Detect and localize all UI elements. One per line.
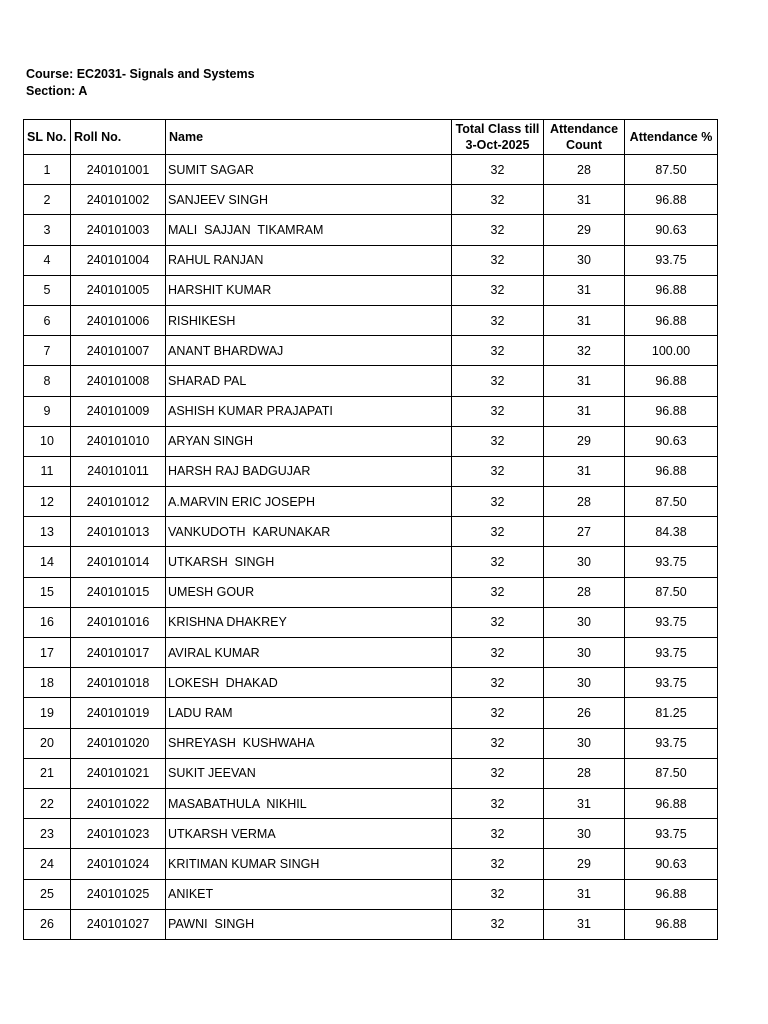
header-attendance-count-line2: Count [565, 138, 603, 152]
cell-roll-no: 240101005 [71, 275, 166, 305]
cell-attendance-count: 27 [544, 517, 625, 547]
cell-total-class: 32 [452, 879, 544, 909]
cell-name: KRISHNA DHAKREY [166, 607, 452, 637]
cell-sl-no: 22 [24, 788, 71, 818]
cell-total-class: 32 [452, 607, 544, 637]
cell-roll-no: 240101008 [71, 366, 166, 396]
cell-attendance-pct: 84.38 [625, 517, 718, 547]
table-row [24, 366, 718, 396]
cell-total-class: 32 [452, 909, 544, 939]
table-row [24, 547, 718, 577]
table-row [24, 638, 718, 668]
table-row [24, 728, 718, 758]
cell-sl-no: 2 [24, 185, 71, 215]
cell-roll-no: 240101025 [71, 879, 166, 909]
cell-sl-no: 5 [24, 275, 71, 305]
table-row [24, 698, 718, 728]
cell-attendance-count: 28 [544, 155, 625, 185]
cell-attendance-pct: 93.75 [625, 638, 718, 668]
cell-total-class: 32 [452, 788, 544, 818]
cell-name: RISHIKESH [166, 305, 452, 335]
cell-attendance-count: 28 [544, 758, 625, 788]
table-row [24, 275, 718, 305]
cell-sl-no: 25 [24, 879, 71, 909]
cell-attendance-pct: 100.00 [625, 336, 718, 366]
cell-roll-no: 240101019 [71, 698, 166, 728]
cell-attendance-pct: 81.25 [625, 698, 718, 728]
cell-total-class: 32 [452, 728, 544, 758]
cell-total-class: 32 [452, 426, 544, 456]
cell-name: A.MARVIN ERIC JOSEPH [166, 487, 452, 517]
attendance-table [23, 119, 718, 940]
cell-roll-no: 240101009 [71, 396, 166, 426]
cell-roll-no: 240101011 [71, 456, 166, 486]
cell-roll-no: 240101024 [71, 849, 166, 879]
cell-attendance-pct: 96.88 [625, 788, 718, 818]
cell-attendance-pct: 87.50 [625, 155, 718, 185]
header-name: Name [166, 120, 452, 155]
table-row [24, 517, 718, 547]
table-row [24, 487, 718, 517]
cell-sl-no: 16 [24, 607, 71, 637]
cell-attendance-pct: 96.88 [625, 275, 718, 305]
header-attendance-count [544, 120, 625, 155]
cell-name: ARYAN SINGH [166, 426, 452, 456]
cell-attendance-count: 31 [544, 909, 625, 939]
cell-sl-no: 20 [24, 728, 71, 758]
table-row [24, 155, 718, 185]
cell-attendance-count: 31 [544, 879, 625, 909]
cell-attendance-pct: 87.50 [625, 577, 718, 607]
cell-sl-no: 9 [24, 396, 71, 426]
cell-attendance-count: 31 [544, 396, 625, 426]
cell-roll-no: 240101021 [71, 758, 166, 788]
cell-attendance-count: 30 [544, 668, 625, 698]
cell-name: SHARAD PAL [166, 366, 452, 396]
cell-attendance-count: 31 [544, 788, 625, 818]
cell-sl-no: 21 [24, 758, 71, 788]
cell-name: PAWNI SINGH [166, 909, 452, 939]
table-row [24, 396, 718, 426]
cell-roll-no: 240101015 [71, 577, 166, 607]
header-total-class [452, 120, 544, 155]
cell-attendance-pct: 93.75 [625, 668, 718, 698]
cell-sl-no: 18 [24, 668, 71, 698]
table-row [24, 305, 718, 335]
cell-total-class: 32 [452, 638, 544, 668]
cell-attendance-count: 31 [544, 366, 625, 396]
cell-sl-no: 1 [24, 155, 71, 185]
table-row [24, 849, 718, 879]
cell-attendance-count: 26 [544, 698, 625, 728]
cell-total-class: 32 [452, 215, 544, 245]
cell-total-class: 32 [452, 185, 544, 215]
cell-sl-no: 26 [24, 909, 71, 939]
cell-attendance-pct: 87.50 [625, 487, 718, 517]
cell-attendance-pct: 96.88 [625, 879, 718, 909]
cell-roll-no: 240101027 [71, 909, 166, 939]
cell-roll-no: 240101006 [71, 305, 166, 335]
cell-attendance-pct: 96.88 [625, 366, 718, 396]
cell-name: ASHISH KUMAR PRAJAPATI [166, 396, 452, 426]
cell-attendance-pct: 87.50 [625, 758, 718, 788]
cell-total-class: 32 [452, 245, 544, 275]
cell-attendance-count: 29 [544, 215, 625, 245]
cell-name: LADU RAM [166, 698, 452, 728]
table-row [24, 577, 718, 607]
cell-total-class: 32 [452, 336, 544, 366]
cell-total-class: 32 [452, 305, 544, 335]
cell-roll-no: 240101003 [71, 215, 166, 245]
cell-attendance-pct: 93.75 [625, 245, 718, 275]
cell-attendance-count: 29 [544, 849, 625, 879]
table-body [24, 155, 718, 940]
cell-total-class: 32 [452, 275, 544, 305]
cell-sl-no: 11 [24, 456, 71, 486]
table-row [24, 909, 718, 939]
header-total-class-line2: 3-Oct-2025 [465, 138, 530, 152]
cell-total-class: 32 [452, 819, 544, 849]
cell-name: LOKESH DHAKAD [166, 668, 452, 698]
section-label: Section: A [26, 84, 88, 98]
cell-sl-no: 8 [24, 366, 71, 396]
cell-roll-no: 240101013 [71, 517, 166, 547]
table-row [24, 879, 718, 909]
cell-name: RAHUL RANJAN [166, 245, 452, 275]
table-row [24, 215, 718, 245]
cell-attendance-count: 28 [544, 487, 625, 517]
cell-name: KRITIMAN KUMAR SINGH [166, 849, 452, 879]
cell-sl-no: 14 [24, 547, 71, 577]
cell-sl-no: 7 [24, 336, 71, 366]
cell-attendance-count: 30 [544, 638, 625, 668]
document-header [26, 66, 255, 100]
cell-roll-no: 240101018 [71, 668, 166, 698]
cell-total-class: 32 [452, 698, 544, 728]
cell-roll-no: 240101007 [71, 336, 166, 366]
cell-attendance-count: 30 [544, 547, 625, 577]
cell-sl-no: 12 [24, 487, 71, 517]
cell-name: SUMIT SAGAR [166, 155, 452, 185]
cell-total-class: 32 [452, 155, 544, 185]
cell-attendance-count: 30 [544, 245, 625, 275]
cell-name: UTKARSH SINGH [166, 547, 452, 577]
cell-attendance-pct: 96.88 [625, 305, 718, 335]
cell-attendance-count: 31 [544, 456, 625, 486]
cell-attendance-pct: 93.75 [625, 607, 718, 637]
table-header [24, 120, 718, 155]
cell-attendance-count: 30 [544, 819, 625, 849]
cell-attendance-count: 28 [544, 577, 625, 607]
cell-attendance-pct: 96.88 [625, 456, 718, 486]
cell-attendance-pct: 93.75 [625, 728, 718, 758]
cell-name: VANKUDOTH KARUNAKAR [166, 517, 452, 547]
cell-total-class: 32 [452, 517, 544, 547]
cell-sl-no: 24 [24, 849, 71, 879]
cell-attendance-pct: 93.75 [625, 819, 718, 849]
cell-name: ANANT BHARDWAJ [166, 336, 452, 366]
table-row [24, 668, 718, 698]
header-roll-no: Roll No. [71, 120, 166, 155]
cell-roll-no: 240101020 [71, 728, 166, 758]
cell-roll-no: 240101004 [71, 245, 166, 275]
cell-total-class: 32 [452, 577, 544, 607]
cell-roll-no: 240101022 [71, 788, 166, 818]
table-row [24, 758, 718, 788]
cell-sl-no: 23 [24, 819, 71, 849]
cell-roll-no: 240101016 [71, 607, 166, 637]
cell-attendance-count: 29 [544, 426, 625, 456]
cell-name: ANIKET [166, 879, 452, 909]
cell-name: MASABATHULA NIKHIL [166, 788, 452, 818]
cell-total-class: 32 [452, 456, 544, 486]
cell-sl-no: 13 [24, 517, 71, 547]
cell-roll-no: 240101023 [71, 819, 166, 849]
cell-attendance-count: 31 [544, 305, 625, 335]
cell-attendance-count: 31 [544, 275, 625, 305]
header-sl-no: SL No. [24, 120, 71, 155]
cell-roll-no: 240101010 [71, 426, 166, 456]
cell-name: AVIRAL KUMAR [166, 638, 452, 668]
cell-total-class: 32 [452, 849, 544, 879]
cell-total-class: 32 [452, 487, 544, 517]
table-row [24, 336, 718, 366]
course-title: Course: EC2031- Signals and Systems [26, 67, 255, 81]
cell-name: SUKIT JEEVAN [166, 758, 452, 788]
cell-sl-no: 17 [24, 638, 71, 668]
cell-name: SHREYASH KUSHWAHA [166, 728, 452, 758]
cell-sl-no: 3 [24, 215, 71, 245]
cell-name: UMESH GOUR [166, 577, 452, 607]
cell-attendance-pct: 96.88 [625, 396, 718, 426]
cell-attendance-count: 30 [544, 607, 625, 637]
cell-attendance-pct: 90.63 [625, 849, 718, 879]
table-row [24, 788, 718, 818]
header-row [24, 120, 718, 155]
cell-name: MALI SAJJAN TIKAMRAM [166, 215, 452, 245]
cell-sl-no: 15 [24, 577, 71, 607]
table-row [24, 819, 718, 849]
cell-attendance-pct: 96.88 [625, 909, 718, 939]
cell-sl-no: 4 [24, 245, 71, 275]
cell-attendance-pct: 93.75 [625, 547, 718, 577]
cell-attendance-count: 31 [544, 185, 625, 215]
cell-name: UTKARSH VERMA [166, 819, 452, 849]
cell-roll-no: 240101017 [71, 638, 166, 668]
cell-roll-no: 240101002 [71, 185, 166, 215]
cell-total-class: 32 [452, 366, 544, 396]
header-total-class-line1: Total Class till [455, 122, 540, 136]
cell-name: HARSHIT KUMAR [166, 275, 452, 305]
table-row [24, 426, 718, 456]
cell-sl-no: 6 [24, 305, 71, 335]
cell-sl-no: 10 [24, 426, 71, 456]
cell-roll-no: 240101001 [71, 155, 166, 185]
cell-sl-no: 19 [24, 698, 71, 728]
header-attendance-pct: Attendance % [625, 120, 718, 155]
cell-roll-no: 240101014 [71, 547, 166, 577]
cell-attendance-pct: 90.63 [625, 215, 718, 245]
table-row [24, 607, 718, 637]
header-attendance-count-line1: Attendance [549, 122, 619, 136]
cell-attendance-count: 30 [544, 728, 625, 758]
table-row [24, 245, 718, 275]
cell-total-class: 32 [452, 547, 544, 577]
cell-total-class: 32 [452, 396, 544, 426]
cell-roll-no: 240101012 [71, 487, 166, 517]
cell-attendance-pct: 96.88 [625, 185, 718, 215]
table-row [24, 185, 718, 215]
cell-total-class: 32 [452, 668, 544, 698]
cell-attendance-pct: 90.63 [625, 426, 718, 456]
table-row [24, 456, 718, 486]
cell-attendance-count: 32 [544, 336, 625, 366]
cell-name: HARSH RAJ BADGUJAR [166, 456, 452, 486]
cell-name: SANJEEV SINGH [166, 185, 452, 215]
cell-total-class: 32 [452, 758, 544, 788]
